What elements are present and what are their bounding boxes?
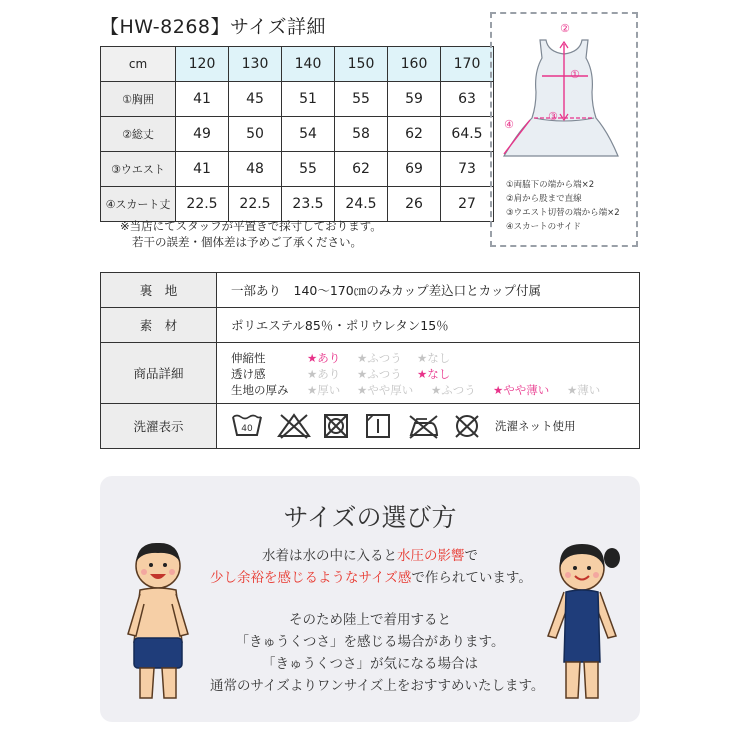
option: ★厚い <box>307 383 341 397</box>
legend-line: ②肩から股まで直線 <box>506 194 582 204</box>
marker-3: ③ <box>548 110 558 123</box>
cell: 50 <box>229 117 282 152</box>
row-label: ①胸囲 <box>101 82 176 117</box>
cell: 41 <box>176 82 229 117</box>
table-row <box>101 152 494 187</box>
no-iron-icon <box>407 413 439 439</box>
row-label: ②総丈 <box>101 117 176 152</box>
table-row <box>101 82 494 117</box>
guide-line: 少し余裕を感じるようなサイズ感で作られています。 <box>210 570 532 586</box>
detail-name: 生地の厚み <box>231 383 289 397</box>
cell: 27 <box>441 187 494 222</box>
page-title: 【HW-8268】サイズ詳細 <box>100 16 326 38</box>
size-header-row <box>101 47 494 82</box>
cell: 24.5 <box>335 187 388 222</box>
no-dry-clean-icon <box>453 413 481 439</box>
option: ★ふつう <box>357 367 402 381</box>
detail-name: 伸縮性 <box>231 351 266 365</box>
info-label: 洗濯表示 <box>101 404 217 449</box>
option: ★薄い <box>567 383 601 397</box>
size-header: 130 <box>229 47 282 82</box>
option: ★ふつう <box>357 351 402 365</box>
size-header: 170 <box>441 47 494 82</box>
unit-cell: cm <box>101 47 176 82</box>
size-guide-panel <box>100 476 640 722</box>
wash-40-icon <box>231 413 263 439</box>
highlight-text: 水圧の影響 <box>397 548 465 564</box>
info-value: 一部あり 140～170㎝のみカップ差込口とカップ付属 <box>217 273 640 308</box>
size-header: 140 <box>282 47 335 82</box>
cell: 22.5 <box>229 187 282 222</box>
cell: 63 <box>441 82 494 117</box>
table-row <box>101 117 494 152</box>
info-row-lining <box>101 273 640 308</box>
legend-line: ④スカートのサイド <box>506 222 582 232</box>
wash-temp: 40 <box>241 424 253 434</box>
note-line: 若干の誤差・個体差は予めご了承ください。 <box>132 235 362 249</box>
measurement-note <box>120 218 382 250</box>
guide-line: 通常のサイズよりワンサイズ上をおすすめいたします。 <box>210 678 545 694</box>
size-header: 120 <box>176 47 229 82</box>
option: ★ふつう <box>431 383 476 397</box>
option: ★やや厚い <box>357 383 414 397</box>
info-row-details <box>101 343 640 404</box>
no-tumble-dry-icon <box>323 413 349 439</box>
option-selected: ★やや薄い <box>493 383 550 397</box>
girl-illustration <box>534 538 630 708</box>
info-label: 商品詳細 <box>101 343 217 404</box>
row-label: ④スカート丈 <box>101 187 176 222</box>
cell: 73 <box>441 152 494 187</box>
no-bleach-icon <box>277 413 311 439</box>
cell: 23.5 <box>282 187 335 222</box>
wash-symbols <box>231 404 639 448</box>
info-label: 裏 地 <box>101 273 217 308</box>
cell: 45 <box>229 82 282 117</box>
info-value: ポリエステル85％・ポリウレタン15％ <box>217 308 640 343</box>
cell: 26 <box>388 187 441 222</box>
row-label: ③ウエスト <box>101 152 176 187</box>
option: ★なし <box>417 351 451 365</box>
cell: 51 <box>282 82 335 117</box>
guide-line: 「きゅうくつさ」が気になる場合は <box>262 656 478 672</box>
option-selected: ★なし <box>417 367 451 381</box>
legend-line: ①両脇下の端から端×2 <box>506 180 595 190</box>
cell: 58 <box>335 117 388 152</box>
cell: 62 <box>335 152 388 187</box>
cell: 55 <box>282 152 335 187</box>
boy-illustration <box>114 538 204 708</box>
measurement-diagram <box>490 12 638 247</box>
marker-1: ① <box>570 68 580 81</box>
cell: 55 <box>335 82 388 117</box>
product-info-table <box>100 272 640 449</box>
info-row-material <box>101 308 640 343</box>
detail-grid <box>231 346 639 400</box>
guide-line: そのため陸上で着用すると <box>289 612 451 628</box>
note-line: ※当店にてスタッフが平置きで採寸しております。 <box>120 219 382 233</box>
wash-note: 洗濯ネット使用 <box>495 419 576 433</box>
detail-name: 透け感 <box>231 367 266 381</box>
option: ★あり <box>307 367 341 381</box>
legend-line: ③ウエスト切替の端から端×2 <box>506 208 620 218</box>
marker-2: ② <box>560 22 570 35</box>
guide-line: 「きゅうくつさ」を感じる場合があります。 <box>235 634 505 650</box>
cell: 69 <box>388 152 441 187</box>
option-selected: ★あり <box>307 351 341 365</box>
table-row <box>101 187 494 222</box>
cell: 64.5 <box>441 117 494 152</box>
cell: 41 <box>176 152 229 187</box>
size-header: 160 <box>388 47 441 82</box>
info-row-washing <box>101 404 640 449</box>
guide-title: サイズの選び方 <box>283 503 457 532</box>
size-header: 150 <box>335 47 388 82</box>
cell: 59 <box>388 82 441 117</box>
size-table <box>100 46 494 222</box>
highlight-text: 少し余裕を感じるようなサイズ感 <box>210 570 412 586</box>
guide-line: 水着は水の中に入ると水圧の影響で <box>262 548 478 564</box>
cell: 22.5 <box>176 187 229 222</box>
cell: 49 <box>176 117 229 152</box>
cell: 54 <box>282 117 335 152</box>
info-label: 素 材 <box>101 308 217 343</box>
cell: 62 <box>388 117 441 152</box>
marker-4: ④ <box>504 118 514 131</box>
cell: 48 <box>229 152 282 187</box>
line-dry-icon <box>365 413 391 439</box>
